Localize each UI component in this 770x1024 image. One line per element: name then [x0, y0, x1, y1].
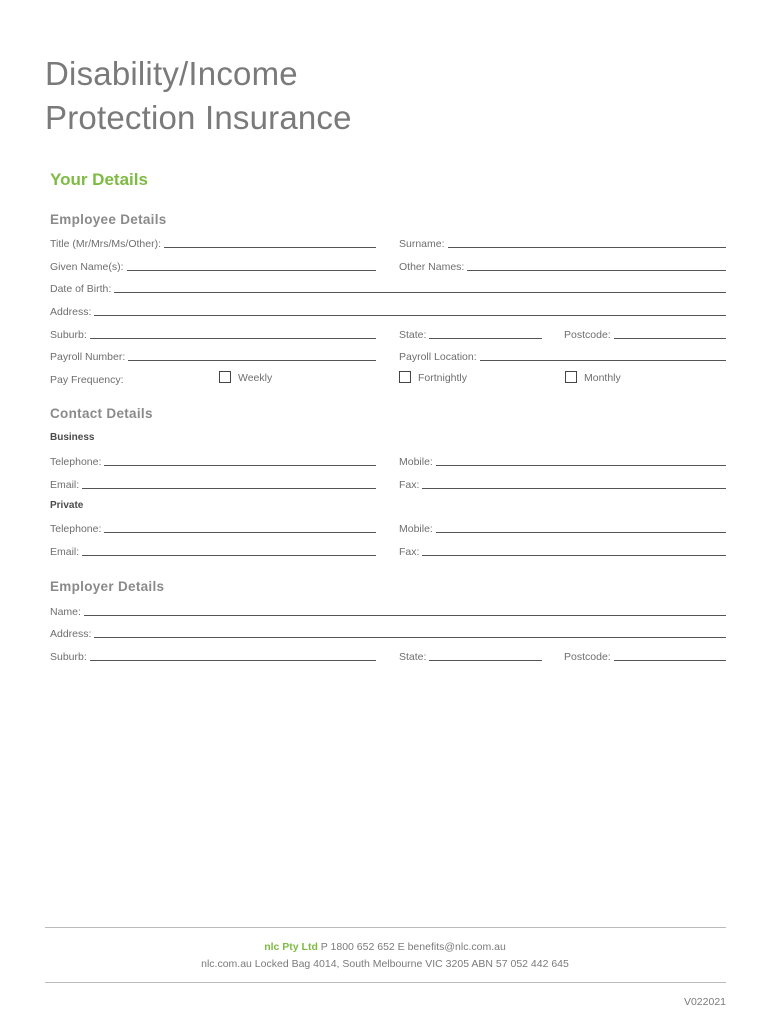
address-input-line[interactable]	[94, 315, 726, 316]
private-telephone-label: Telephone:	[50, 523, 102, 535]
employer-postcode-label: Postcode:	[564, 651, 611, 663]
employer-name-field[interactable]	[50, 604, 726, 618]
payroll-number-field[interactable]	[50, 349, 376, 363]
business-email-label: Email:	[50, 479, 80, 491]
given-names-label: Given Name(s):	[50, 261, 124, 273]
dob-input-line[interactable]	[114, 292, 726, 293]
pay-frequency-label: Pay Frequency:	[50, 374, 124, 386]
surname-label: Surname:	[399, 238, 445, 250]
page-title	[45, 52, 352, 140]
pay-frequency-field	[50, 372, 170, 386]
employer-suburb-label: Suburb:	[50, 651, 87, 663]
footer-bottom-divider	[45, 982, 726, 983]
private-email-label: Email:	[50, 546, 80, 558]
footer-contact-line	[0, 941, 770, 953]
fortnightly-label: Fortnightly	[418, 372, 468, 384]
business-fax-input-line[interactable]	[422, 488, 726, 489]
business-email-field[interactable]	[50, 477, 376, 491]
employee-details-heading: Employee Details	[50, 212, 167, 227]
business-telephone-label: Telephone:	[50, 456, 102, 468]
payroll-number-input-line[interactable]	[128, 360, 376, 361]
title-line-1: Disability/Income	[45, 55, 298, 92]
state-field[interactable]	[399, 327, 542, 341]
business-mobile-label: Mobile:	[399, 456, 433, 468]
suburb-input-line[interactable]	[90, 338, 376, 339]
address-label: Address:	[50, 306, 92, 318]
given-names-input-line[interactable]	[127, 270, 376, 271]
business-mobile-field[interactable]	[399, 454, 726, 468]
title-label: Title (Mr/Mrs/Ms/Other):	[50, 238, 162, 250]
private-email-field[interactable]	[50, 544, 376, 558]
private-email-input-line[interactable]	[82, 555, 376, 556]
private-telephone-input-line[interactable]	[104, 532, 376, 533]
employer-state-field[interactable]	[399, 649, 542, 663]
other-names-field[interactable]	[399, 259, 726, 273]
employer-address-input-line[interactable]	[94, 637, 726, 638]
business-fax-label: Fax:	[399, 479, 420, 491]
employer-suburb-input-line[interactable]	[90, 660, 376, 661]
private-mobile-input-line[interactable]	[436, 532, 726, 533]
footer-contact: P 1800 652 652 E benefits@nlc.com.au	[320, 941, 506, 953]
employer-address-label: Address:	[50, 628, 92, 640]
business-email-input-line[interactable]	[82, 488, 376, 489]
private-mobile-label: Mobile:	[399, 523, 433, 535]
business-subheading: Business	[50, 432, 95, 443]
employer-address-field[interactable]	[50, 626, 726, 640]
employer-postcode-field[interactable]	[564, 649, 726, 663]
footer-address-line: nlc.com.au Locked Bag 4014, South Melbourne VIC 3205 ABN 57 052 442 645	[201, 958, 569, 970]
surname-input-line[interactable]	[448, 247, 726, 248]
employer-details-heading: Employer Details	[50, 579, 165, 594]
version-code: V022021	[683, 996, 726, 1008]
employer-postcode-input-line[interactable]	[614, 660, 726, 661]
other-names-label: Other Names:	[399, 261, 465, 273]
footer-top-divider	[45, 927, 726, 928]
postcode-label: Postcode:	[564, 329, 611, 341]
payroll-number-label: Payroll Number:	[50, 351, 126, 363]
private-fax-input-line[interactable]	[422, 555, 726, 556]
employer-name-label: Name:	[50, 606, 81, 618]
your-details-heading: Your Details	[50, 170, 148, 189]
private-telephone-field[interactable]	[50, 521, 376, 535]
state-input-line[interactable]	[429, 338, 542, 339]
business-telephone-input-line[interactable]	[104, 465, 376, 466]
weekly-checkbox-box[interactable]	[219, 371, 231, 383]
fortnightly-checkbox[interactable]	[399, 370, 467, 384]
private-subheading: Private	[50, 500, 84, 511]
payroll-location-field[interactable]	[399, 349, 726, 363]
payroll-location-label: Payroll Location:	[399, 351, 477, 363]
monthly-checkbox[interactable]	[565, 370, 621, 384]
title-line-2: Protection Insurance	[45, 99, 352, 136]
contact-details-heading: Contact Details	[50, 406, 153, 421]
postcode-field[interactable]	[564, 327, 726, 341]
dob-label: Date of Birth:	[50, 283, 112, 295]
employer-state-input-line[interactable]	[429, 660, 542, 661]
fortnightly-checkbox-box[interactable]	[399, 371, 411, 383]
monthly-label: Monthly	[584, 372, 621, 384]
payroll-location-input-line[interactable]	[480, 360, 726, 361]
surname-field[interactable]	[399, 236, 726, 250]
business-mobile-input-line[interactable]	[436, 465, 726, 466]
employer-name-input-line[interactable]	[84, 615, 726, 616]
private-fax-field[interactable]	[399, 544, 726, 558]
business-fax-field[interactable]	[399, 477, 726, 491]
employer-state-label: State:	[399, 651, 427, 663]
footer-brand: nlc Pty Ltd	[264, 941, 318, 953]
other-names-input-line[interactable]	[467, 270, 726, 271]
private-fax-label: Fax:	[399, 546, 420, 558]
given-names-field[interactable]	[50, 259, 376, 273]
monthly-checkbox-box[interactable]	[565, 371, 577, 383]
suburb-label: Suburb:	[50, 329, 87, 341]
address-field[interactable]	[50, 304, 726, 318]
dob-field[interactable]	[50, 281, 726, 295]
weekly-checkbox[interactable]	[219, 370, 272, 384]
employer-suburb-field[interactable]	[50, 649, 376, 663]
weekly-label: Weekly	[238, 372, 273, 384]
postcode-input-line[interactable]	[614, 338, 726, 339]
private-mobile-field[interactable]	[399, 521, 726, 535]
suburb-field[interactable]	[50, 327, 376, 341]
title-input-line[interactable]	[164, 247, 376, 248]
state-label: State:	[399, 329, 427, 341]
business-telephone-field[interactable]	[50, 454, 376, 468]
title-field[interactable]	[50, 236, 376, 250]
